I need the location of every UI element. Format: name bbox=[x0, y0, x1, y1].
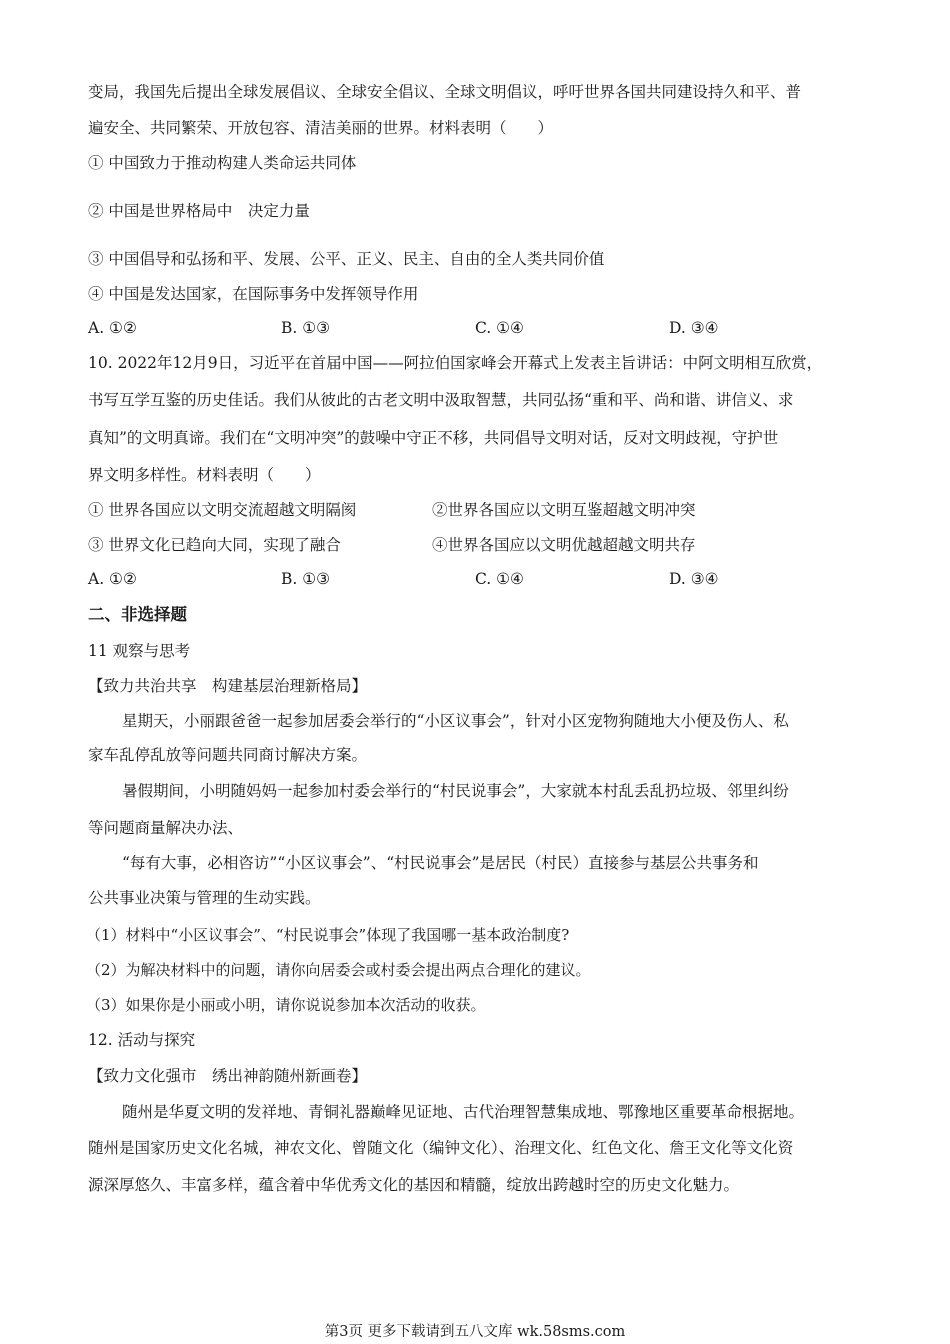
section-title: 二、非选择题 bbox=[88, 605, 187, 624]
q12-p1-line1: 随州是华夏文明的发祥地、青铜礼器巅峰见证地、古代治理智慧集成地、鄂豫地区重要革命根据地。 bbox=[122, 1103, 805, 1121]
q10-option-c: C. ①④ bbox=[475, 570, 524, 588]
q11-heading: 11 观察与思考 bbox=[88, 642, 191, 660]
q10-stem-line2: 书写互学互鉴的历史佳话。我们从彼此的古老文明中汲取智慧，共同弘扬“重和平、尚和谐、讲信义、求 bbox=[88, 391, 794, 409]
q9-item-4: ④ 中国是发达国家，在国际事务中发挥领导作用 bbox=[88, 285, 419, 303]
q11-p1-line2: 家车乱停乱放等问题共同商讨解决方案。 bbox=[88, 746, 368, 764]
q11-sub-1: （1）材料中“小区议事会”、“村民说事会”体现了我国哪一基本政治制度? bbox=[86, 926, 570, 944]
q9-option-b: B. ①③ bbox=[281, 319, 331, 337]
q9-option-a: A. ①② bbox=[88, 319, 137, 337]
q9-item-1: ① 中国致力于推动构建人类命运共同体 bbox=[88, 154, 357, 172]
q10-item-4: ④世界各国应以文明优越超越文明共存 bbox=[432, 536, 696, 554]
q12-p1-line3: 源深厚悠久、丰富多样，蕴含着中华优秀文化的基因和精髓，绽放出跨越时空的历史文化魅力。 bbox=[88, 1176, 740, 1194]
q9-stem-line1: 变局，我国先后提出全球发展倡议、全球安全倡议、全球文明倡议，呼吁世界各国共同建设持久和平、普 bbox=[88, 83, 802, 101]
q12-p1-line2: 随州是国家历史文化名城，神农文化、曾随文化（编钟文化）、治理文化、红色文化、詹王文化等文化资 bbox=[88, 1139, 794, 1157]
q10-stem-line1: 10. 2022年12月9日，习近平在首届中国——阿拉伯国家峰会开幕式上发表主旨讲话：中阿文明相互欣赏， bbox=[88, 354, 823, 372]
q9-option-c: C. ①④ bbox=[475, 319, 524, 337]
q11-theme: 【致力共治共享 构建基层治理新格局】 bbox=[88, 677, 368, 695]
q11-p2-line2: 等问题商量解决办法、 bbox=[88, 819, 244, 837]
q10-item-1: ① 世界各国应以文明交流超越文明隔阂 bbox=[88, 501, 357, 519]
q9-option-d: D. ③④ bbox=[669, 319, 719, 337]
q10-option-a: A. ①② bbox=[88, 570, 137, 588]
q11-p3-line2: 公共事业决策与管理的生动实践。 bbox=[88, 889, 321, 907]
q9-stem-line2: 遍安全、共同繁荣、开放包容、清洁美丽的世界。材料表明（ ） bbox=[88, 119, 554, 137]
q11-p3-line1: “每有大事，必相咨访”“小区议事会”、“村民说事会”是居民（村民）直接参与基层公共事务和 bbox=[122, 854, 759, 872]
q11-p2-line1: 暑假期间，小明随妈妈一起参加村委会举行的“村民说事会”，大家就本村乱丢乱扔垃圾、邻里纠纷 bbox=[122, 782, 789, 800]
q12-heading: 12. 活动与探究 bbox=[88, 1031, 196, 1049]
q10-item-2: ②世界各国应以文明互鉴超越文明冲突 bbox=[432, 501, 696, 519]
q10-stem-line4: 界文明多样性。材料表明（ ） bbox=[88, 466, 321, 484]
q12-theme: 【致力文化强市 绣出神韵随州新画卷】 bbox=[88, 1067, 368, 1085]
q9-item-3: ③ 中国倡导和弘扬和平、发展、公平、正义、民主、自由的全人类共同价值 bbox=[88, 250, 605, 268]
q10-stem-line3: 真知”的文明真谛。我们在“文明冲突”的鼓噪中守正不移，共同倡导文明对话，反对文明歧视，守护世 bbox=[88, 429, 779, 447]
q10-option-d: D. ③④ bbox=[669, 570, 719, 588]
page-footer: 第3页 更多下载请到五八文库 wk.58sms.com bbox=[324, 1324, 626, 1340]
q11-sub-2: （2）为解决材料中的问题，请你向居委会或村委会提出两点合理化的建议。 bbox=[86, 961, 591, 979]
q9-item-2: ② 中国是世界格局中 决定力量 bbox=[88, 202, 310, 220]
q10-option-b: B. ①③ bbox=[281, 570, 331, 588]
q11-p1-line1: 星期天，小丽跟爸爸一起参加居委会举行的“小区议事会”，针对小区宠物狗随地大小便及伤人、私 bbox=[122, 712, 789, 730]
q10-item-3: ③ 世界文化已趋向大同，实现了融合 bbox=[88, 536, 341, 554]
q11-sub-3: （3）如果你是小丽或小明，请你说说参加本次活动的收获。 bbox=[86, 996, 486, 1014]
